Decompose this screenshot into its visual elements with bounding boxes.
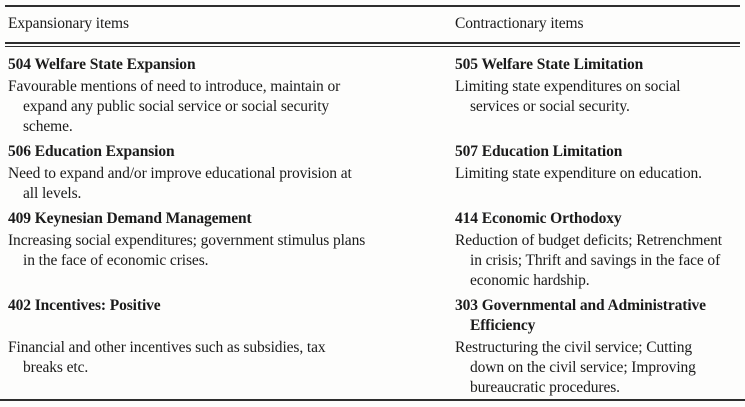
item-title-507: 507 Education Limitation bbox=[455, 143, 623, 160]
item-title-504: 504 Welfare State Expansion bbox=[8, 56, 196, 73]
item-description-414: Reduction of budget deficits; Retrenchment in crisis; Thrift and savings in the face of economic hardship. bbox=[455, 232, 722, 289]
item-title-409: 409 Keynesian Demand Management bbox=[8, 210, 252, 227]
item-title-505: 505 Welfare State Limitation bbox=[455, 56, 644, 73]
column-header-expansionary: Expansionary items bbox=[8, 15, 129, 32]
item-description-504: Favourable mentions of need to introduce, maintain or expand any public social service or social security scheme. bbox=[8, 78, 341, 135]
item-description-303: Restructuring the civil service; Cutting down on the civil service; Improving bureaucratic procedures. bbox=[455, 339, 696, 396]
item-description-409: Increasing social expenditures; government stimulus plans in the face of economic crises. bbox=[8, 232, 366, 269]
item-description-507: Limiting state expenditure on education. bbox=[455, 165, 702, 182]
item-title-414: 414 Economic Orthodoxy bbox=[455, 210, 622, 227]
column-header-contractionary: Contractionary items bbox=[455, 15, 584, 32]
table-body bbox=[5, 47, 740, 400]
item-description-506: Need to expand and/or improve educational provision at all levels. bbox=[8, 165, 352, 202]
item-title-402: 402 Incentives: Positive bbox=[8, 297, 161, 314]
item-title-303: 303 Governmental and Administrative Efficiency bbox=[455, 297, 706, 334]
table-header-row bbox=[5, 7, 740, 42]
item-title-506: 506 Education Expansion bbox=[8, 143, 175, 160]
item-description-402: Financial and other incentives such as subsidies, tax breaks etc. bbox=[8, 339, 326, 376]
item-description-505: Limiting state expenditures on social services or social security. bbox=[455, 78, 681, 115]
table-bottom-rule bbox=[0, 399, 745, 401]
